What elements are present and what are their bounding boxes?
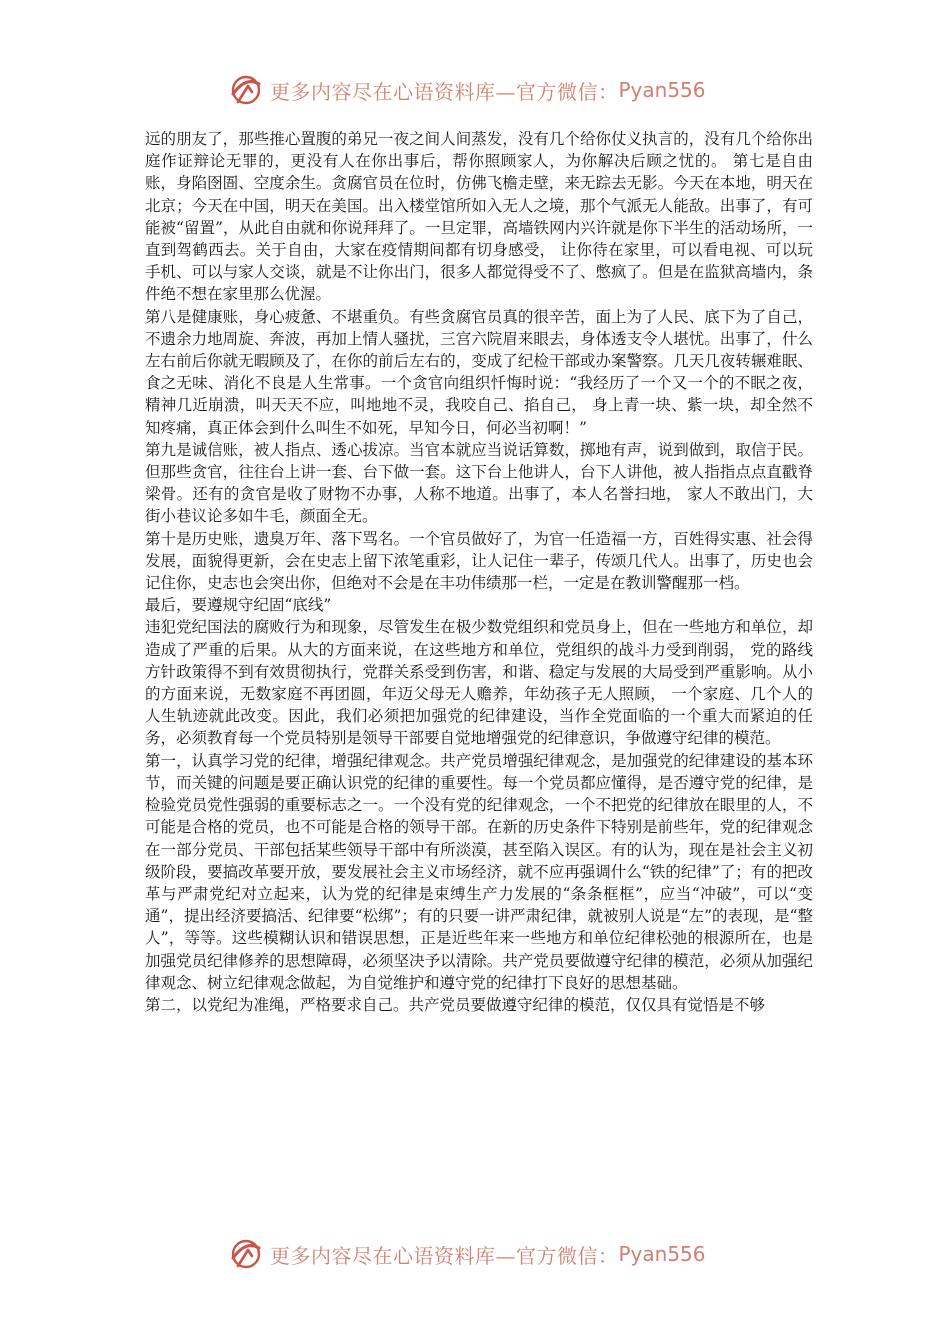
brand-logo-icon <box>228 1236 264 1272</box>
paragraph: 第二，以党纪为准绳，严格要求自己。共产党员要做遵守纪律的模范，仅仅具有觉悟是不够 <box>145 995 766 1014</box>
banner-text: 更多内容尽在心语资料库—官方微信： <box>270 79 619 104</box>
wechat-id: Pyan556 <box>618 1242 706 1266</box>
banner-text: 更多内容尽在心语资料库—官方微信： <box>270 1243 619 1268</box>
footer-banner <box>228 1234 706 1274</box>
wechat-id: Pyan556 <box>618 78 706 102</box>
paragraph: 第一，认真学习党的纪律，增强纪律观念。共产党员增强纪律观念，是加强党的纪律建设的基本环节，而关键的问题是要正确认识党的纪律的重要性。每一个党员都应懂得，是否遵守党的纪律，是检验党员党性强弱的重要标志之一。一个没有党的纪律观念，一个不把党的纪律放在眼里的人，不可能是合格的党员，也不可能是合格的领导干部。在新的历史条件下特别是前些年，党的纪律观念在一部分党员、干部包括某些领导干部中有所淡漠，甚至陷入误区。有的认为，现在是社会主义初级阶段，要搞改革要开放，要发展社会主义市场经济，就不应再强调什么“铁的纪律”了；有的把改革与严肃党纪对立起来，认为党的纪律是束缚生产力发展的“条条框框”，应当“冲破”，可以“变通”，提出经济要搞活、纪律要“松绑”；有的只要一讲严肃纪律，就被别人说是“左”的表现，是“整人”，等等。这些模糊认识和错误思想，正是近些年来一些地方和单位纪律松弛的根源所在，也是加强党员纪律修养的思想障碍，必须坚决予以清除。共产党员要做遵守纪律的模范，必须从加强纪律观念、树立纪律观念做起，为自觉维护和遵守党的纪律打下良好的思想基础。 <box>145 751 813 992</box>
header-banner <box>228 70 706 110</box>
section-heading: 最后，要遵规守纪固“底线” <box>145 596 332 615</box>
brand-logo-icon <box>228 72 264 108</box>
paragraph: 第九是诚信账，被人指点、透心拔凉。当官本就应当说话算数，掷地有声，说到做到，取信于民。但那些贪官，往往台上讲一套、台下做一套。这下台上他讲人，台下人讲他，被人指指点点直戳脊梁骨。还有的贪官是收了财物不办事，人称不地道。出事了，本人名誉扫地， 家人不敢出门，大街小巷议论多如牛毛，颜面全无。 <box>145 440 813 526</box>
document-body <box>145 128 813 1016</box>
paragraph: 违犯党纪国法的腐败行为和现象，尽管发生在极少数党组织和党员身上，但在一些地方和单位，却造成了严重的后果。从大的方面来说，在这些地方和单位，党组织的战斗力受到削弱， 党的路线方针政策得不到有效贯彻执行，党群关系受到伤害，和谐、稳定与发展的大局受到严重影响。从小的方面来说，无数家庭不再团圆，年迈父母无人赡养，年幼孩子无人照顾， 一个家庭、几个人的人生轨迹就此改变。因此，我们必须把加强党的纪律建设，当作全党面临的一个重大而紧迫的任务，必须教育每一个党员特别是领导干部要自觉地增强党的纪律意识，争做遵守纪律的模范。 <box>145 618 813 748</box>
paragraph: 第八是健康账，身心疲惫、不堪重负。有些贪腐官员真的很辛苦，面上为了人民、底下为了自己，不遗余力地周旋、奔波，再加上情人骚扰，三宫六院眉来眼去，身体透支令人堪忧。出事了，什么左右前后你就无暇顾及了，在你的前后左右的，变成了纪检干部或办案警察。几天几夜转辗难眠、食之无味、消化不良是人生常事。一个贪官向组织忏悔时说：“我经历了一个又一个的不眠之夜，精神几近崩溃，叫天天不应，叫地地不灵，我咬自己、掐自己， 身上青一块、紫一块，却全然不知疼痛，真正体会到什么叫生不如死，早知今日，何必当初啊！” <box>145 307 813 437</box>
paragraph: 第十是历史账，遗臭万年、落下骂名。一个官员做好了，为官一任造福一方，百姓得实惠、社会得发展，面貌得更新，会在史志上留下浓笔重彩，让人记住一辈子，传颂几代人。出事了，历史也会记住你，史志也会突出你，但绝对不会是在丰功伟绩那一栏，一定是在教训警醒那一档。 <box>145 529 813 593</box>
paragraph: 远的朋友了，那些推心置腹的弟兄一夜之间人间蒸发，没有几个给你仗义执言的，没有几个给你出庭作证辩论无罪的，更没有人在你出事后，帮你照顾家人，为你解决后顾之忧的。 第七是自由账，身陷囹圄、空度余生。贪腐官员在位时，仿佛飞檐走壁，来无踪去无影。今天在本地，明天在北京；今天在中国，明天在美国。出入楼堂馆所如入无人之境，那个气派无人能敌。出事了，有可能被“留置”，从此自由就和你说拜拜了。一旦定罪，高墙铁网内兴许就是你下半生的活动场所，一直到驾鹤西去。关于自由，大家在疫情期间都有切身感受， 让你待在家里，可以看电视、可以玩手机、可以与家人交谈，就是不让你出门，很多人都觉得受不了、憋疯了。但是在监狱高墙内，条件绝不想在家里那么优渥。 <box>145 130 813 304</box>
